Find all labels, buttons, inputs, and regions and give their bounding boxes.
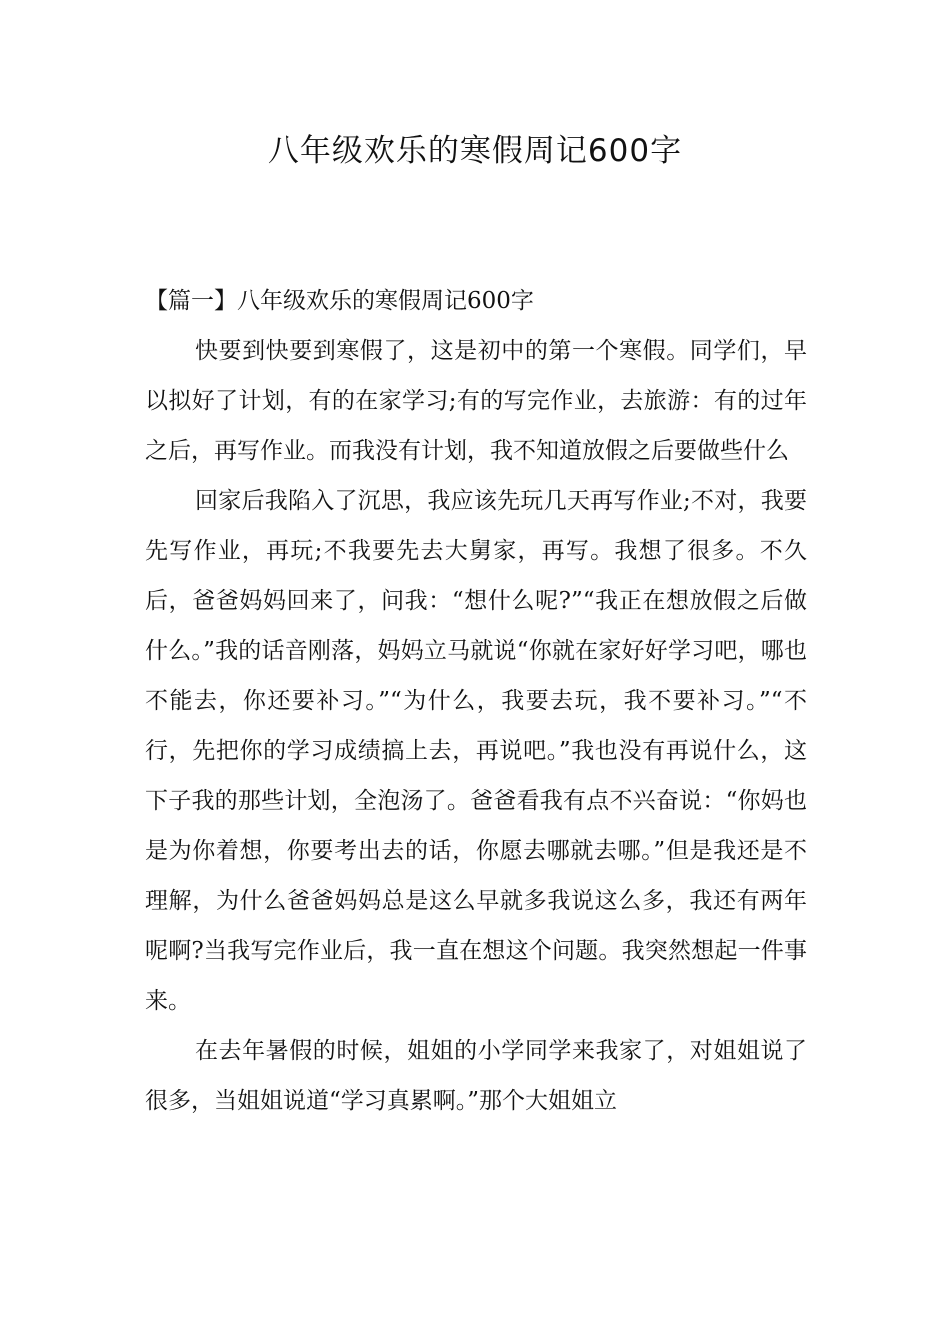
paragraph-1: 快要到快要到寒假了，这是初中的第一个寒假。同学们，早以拟好了计划，有的在家学习;有的写完作业，去旅游：有的过年之后，再写作业。而我没有计划，我不知道放假之后要做些什么 [145, 338, 807, 464]
paragraph-3: 在去年暑假的时候，姐姐的小学同学来我家了，对姐姐说了很多，当姐姐说道“学习真累啊。”那个大姐姐立 [145, 1038, 807, 1114]
document-title: 八年级欢乐的寒假周记600字 [267, 133, 683, 169]
section-heading: 【篇一】八年级欢乐的寒假周记600字 [145, 288, 534, 314]
paragraph-2: 回家后我陷入了沉思，我应该先玩几天再写作业;不对，我要先写作业，再玩;不我要先去大舅家，再写。我想了很多。不久后，爸爸妈妈回来了，问我：“想什么呢?”“我正在想放假之后做什么。”我的话音刚落，妈妈立马就说“你就在家好好学习吧，哪也不能去，你还要补习。”“为什么，我要去玩，我不要补习。”“不行，先把你的学习成绩搞上去，再说吧。”我也没有再说什么，这下子我的那些计划，全泡汤了。爸爸看我有点不兴奋说：“你妈也是为你着想，你要考出去的话，你愿去哪就去哪。”但是我还是不理解，为什么爸爸妈妈总是这么早就多我说这么多，我还有两年呢啊?当我写完作业后，我一直在想这个问题。我突然想起一件事来。 [145, 488, 807, 1014]
document-body [145, 276, 807, 1126]
